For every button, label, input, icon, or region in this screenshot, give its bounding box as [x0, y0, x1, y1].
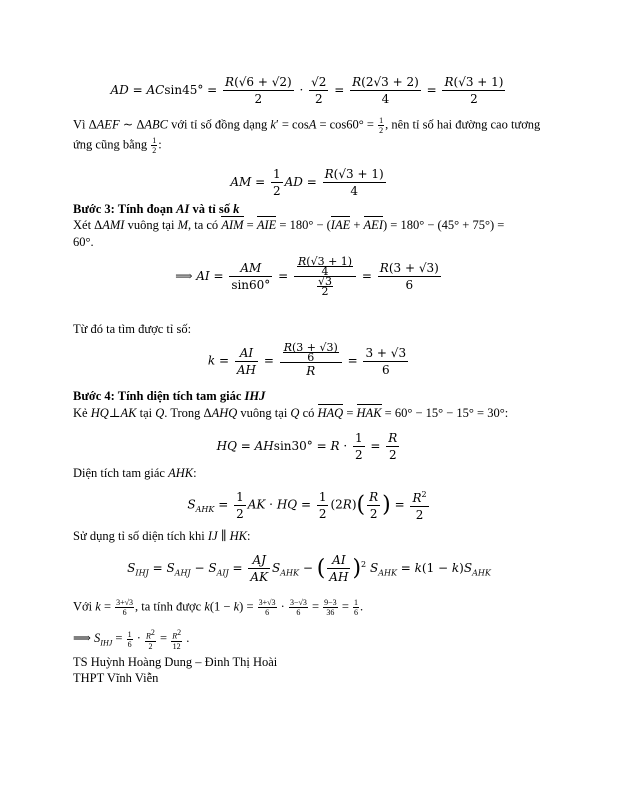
author-line: TS Huỳnh Hoàng Dung – Đinh Thị Hoài	[73, 655, 278, 669]
step3-heading: Bước 3: Tính đoạn AI và tỉ số k	[73, 202, 240, 216]
equation-am: AM = $\frac{1}{2}$ AD = $\frac{R(√3 + 1)}{4}$	[230, 167, 384, 198]
equation-ad: AD = ACsin45° = $\frac{R(√6 + √2)}{2}$ · $\frac{√2}{2}$ = $\frac{R(2√3 + 2)}{4}$ = $\frac{R(√3 + 1)}{2}$	[110, 75, 504, 106]
school-line: THPT Vĩnh Viễn	[73, 671, 159, 685]
final-result-line: ⟹ $S_{IHJ}$ = $\frac{1}{6}$ · $\frac{R^2}{2}$ = $\frac{R^2}{12}$ .	[73, 628, 190, 651]
similarity-paragraph-line2: ứng cũng bằng $\frac{1}{2}$ :	[73, 136, 162, 155]
step3-paragraph-line1: Xét ΔAMI vuông tại M, ta có AIM = AIE = 180° − (IAE + AEI) = 180° − (45° + 75°) =	[73, 218, 505, 232]
area-text: Diện tích tam giác AHK:	[73, 466, 197, 480]
equation-hq: HQ = AHsin30° = R · $\frac{1}{2}$ = $\frac{R}{2}$	[216, 431, 398, 462]
equation-k: k = $\frac{AI}{AH}$ = $\frac{\frac{R(3 + √3)}{6}}{R}$ = $\frac{3 + √3}{6}$	[207, 341, 407, 378]
similarity-paragraph-line1: Vì ΔAEF ∼ ΔABC với tỉ số đồng dạng k′ = cosA = cos60° = $\frac{1}{2}$ , nên tỉ số hai đường cao tương	[73, 116, 541, 135]
step3-paragraph-line2: 60°.	[73, 235, 94, 249]
equation-sihj: $S_{IHJ} = S_{AHJ} - S_{AIJ}$ = $\frac{AJ}{AK}$ $S_{AHK}$ − ( $\frac{AI}{AH}$ )$^2$ $S_{AHK} = k(1 - k)S_{AHK}$	[127, 553, 491, 584]
step4-paragraph: Kẻ HQ⊥AK tại Q. Trong ΔAHQ vuông tại Q có HAQ = HAK = 60° − 15° − 15° = 30°:	[73, 406, 509, 420]
ratio-area-text: Sử dụng tỉ số diện tích khi IJ ∥ HK:	[73, 529, 251, 543]
ratio-text: Từ đó ta tìm được tỉ số:	[73, 322, 192, 336]
with-k-line: Với k = $\frac{3+√3}{6}$ , ta tính được k(1 − k) = $\frac{3+√3}{6}$ · $\frac{3-√3}{6}$ = $\frac{9-3}{36}$ = $\frac{1}{6}$ .	[73, 598, 364, 617]
equation-ai: ⟹ AI = $\frac{AM}{\sin 60^\circ}$ = $\frac{\frac{R(√3 + 1)}{4}}{\frac{√3}{2}}$ = $\frac{R(3 + √3)}{6}$	[175, 255, 439, 298]
step4-heading: Bước 4: Tính diện tích tam giác IHJ	[73, 389, 266, 403]
equation-sahk: $S_{AHK}$ = $\frac{1}{2}$ AK · HQ = $\frac{1}{2}$ (2R)( $\frac{R}{2}$ ) = $\frac{R^2}{2}$	[0, 487, 618, 523]
